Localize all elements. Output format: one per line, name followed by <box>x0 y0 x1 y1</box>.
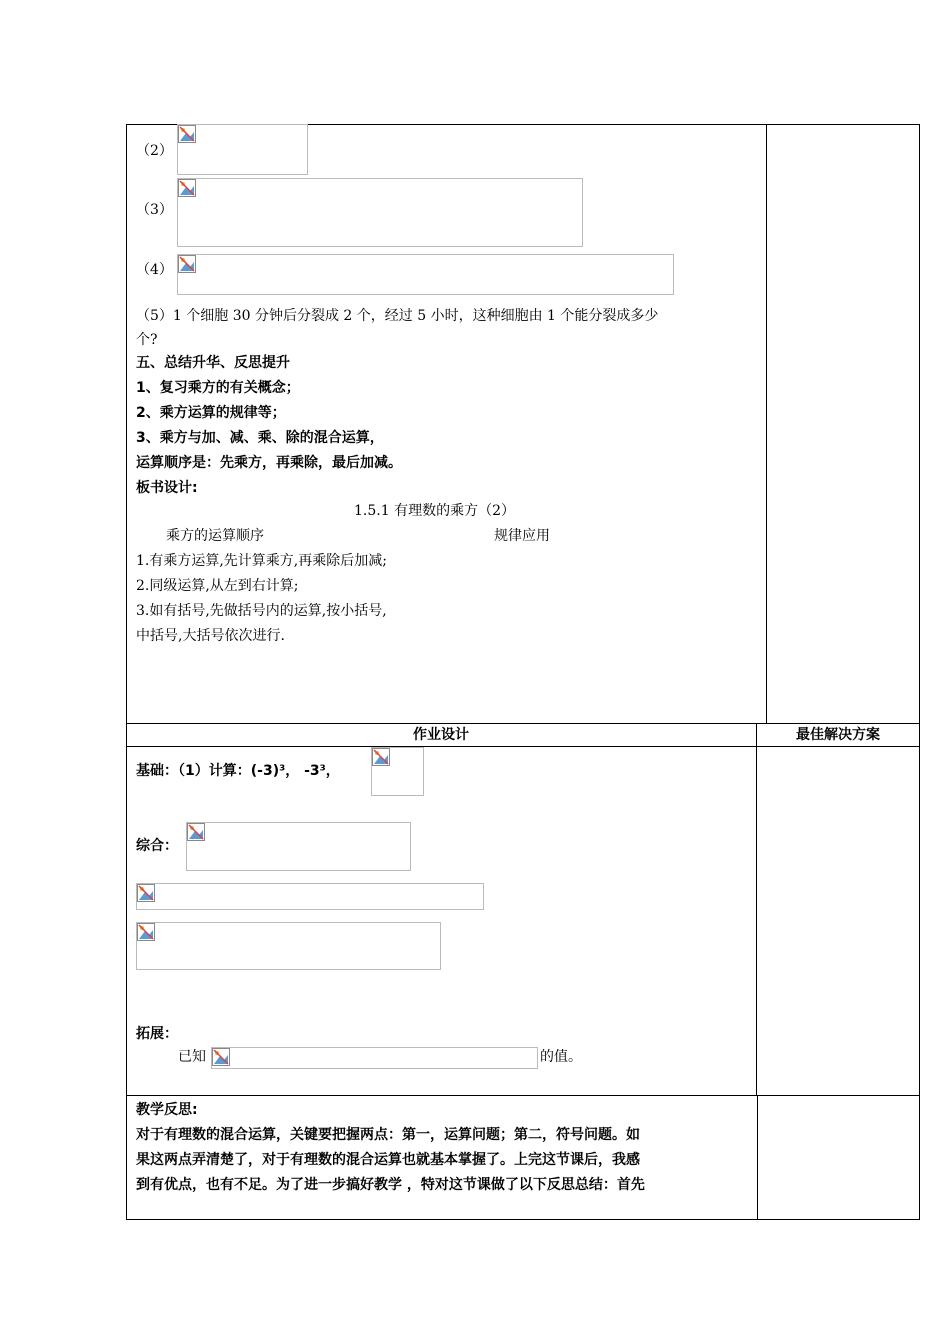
table-border-right <box>919 124 920 1220</box>
broken-image-icon <box>178 125 196 143</box>
image-placeholder-extension <box>211 1047 538 1069</box>
board-col-right: 规律应用 <box>494 528 550 544</box>
item-5-line-1: （5）1 个细胞 30 分钟后分裂成 2 个，经过 5 小时，这种细胞由 1 个能分裂成多少 <box>136 308 659 324</box>
row-line-3 <box>126 1095 920 1096</box>
divider-lower <box>757 1095 758 1220</box>
image-placeholder-2 <box>177 124 308 175</box>
broken-image-icon <box>212 1048 230 1066</box>
broken-image-icon <box>187 823 205 841</box>
image-placeholder-combined-3 <box>136 922 441 970</box>
broken-image-icon <box>178 255 196 273</box>
image-placeholder-4 <box>177 254 674 295</box>
image-placeholder-combined-1 <box>186 822 411 871</box>
image-placeholder-combined-2 <box>136 883 484 910</box>
reflection-line-3: 到有优点，也有不足。为了进一步搞好教学 ，特对这节课做了以下反思总结：首先 <box>136 1177 645 1193</box>
section-5-heading: 五、总结升华、反思提升 <box>136 355 290 371</box>
reflection-title: 教学反思: <box>136 1102 198 1118</box>
homework-header: 作业设计 <box>413 727 469 743</box>
board-rule-2: 2.同级运算,从左到右计算; <box>136 578 299 594</box>
board-rule-4: 中括号,大括号依次进行. <box>136 628 285 644</box>
item-4-label: （4） <box>136 262 173 278</box>
broken-image-icon <box>137 923 155 941</box>
row-line-2 <box>126 746 920 747</box>
item-2-label: （2） <box>136 143 173 159</box>
item-5-line-2: 个? <box>136 332 158 348</box>
image-placeholder-basic <box>371 747 424 796</box>
known-text: 已知 <box>178 1049 206 1065</box>
summary-3: 3、乘方与加、减、乘、除的混合运算， <box>136 430 384 446</box>
board-rule-3: 3.如有括号,先做括号内的运算,按小括号, <box>136 603 387 619</box>
divider-middle <box>756 723 757 1095</box>
combined-exercise-label: 综合： <box>136 838 178 854</box>
board-design-label: 板书设计: <box>136 480 198 496</box>
reflection-line-1: 对于有理数的混合运算，关键要把握两点：第一，运算问题；第二，符号问题。如 <box>136 1127 640 1143</box>
extension-label: 拓展： <box>136 1026 178 1042</box>
broken-image-icon <box>178 179 196 197</box>
basic-exercise: 基础：（1）计算：(-3)³， -3³， <box>136 763 340 779</box>
broken-image-icon <box>372 748 390 766</box>
value-text: 的值。 <box>540 1049 582 1065</box>
divider-upper <box>766 124 767 724</box>
item-3-label: （3） <box>136 202 173 218</box>
summary-4: 运算顺序是：先乘方，再乘除，最后加减。 <box>136 455 402 471</box>
board-title: 1.5.1 有理数的乘方（2） <box>354 503 515 519</box>
broken-image-icon <box>137 884 155 902</box>
summary-2: 2、乘方运算的规律等； <box>136 405 286 421</box>
table-border-bottom <box>126 1219 920 1220</box>
table-border-left <box>126 124 127 1220</box>
best-solution-header: 最佳解决方案 <box>796 727 880 743</box>
reflection-line-2: 果这两点弄清楚了，对于有理数的混合运算也就基本掌握了。上完这节课后，我感 <box>136 1152 640 1168</box>
summary-1: 1、复习乘方的有关概念； <box>136 380 300 396</box>
board-rule-1: 1.有乘方运算,先计算乘方,再乘除后加减; <box>136 553 387 569</box>
image-placeholder-3 <box>177 178 583 247</box>
board-col-left: 乘方的运算顺序 <box>166 528 264 544</box>
